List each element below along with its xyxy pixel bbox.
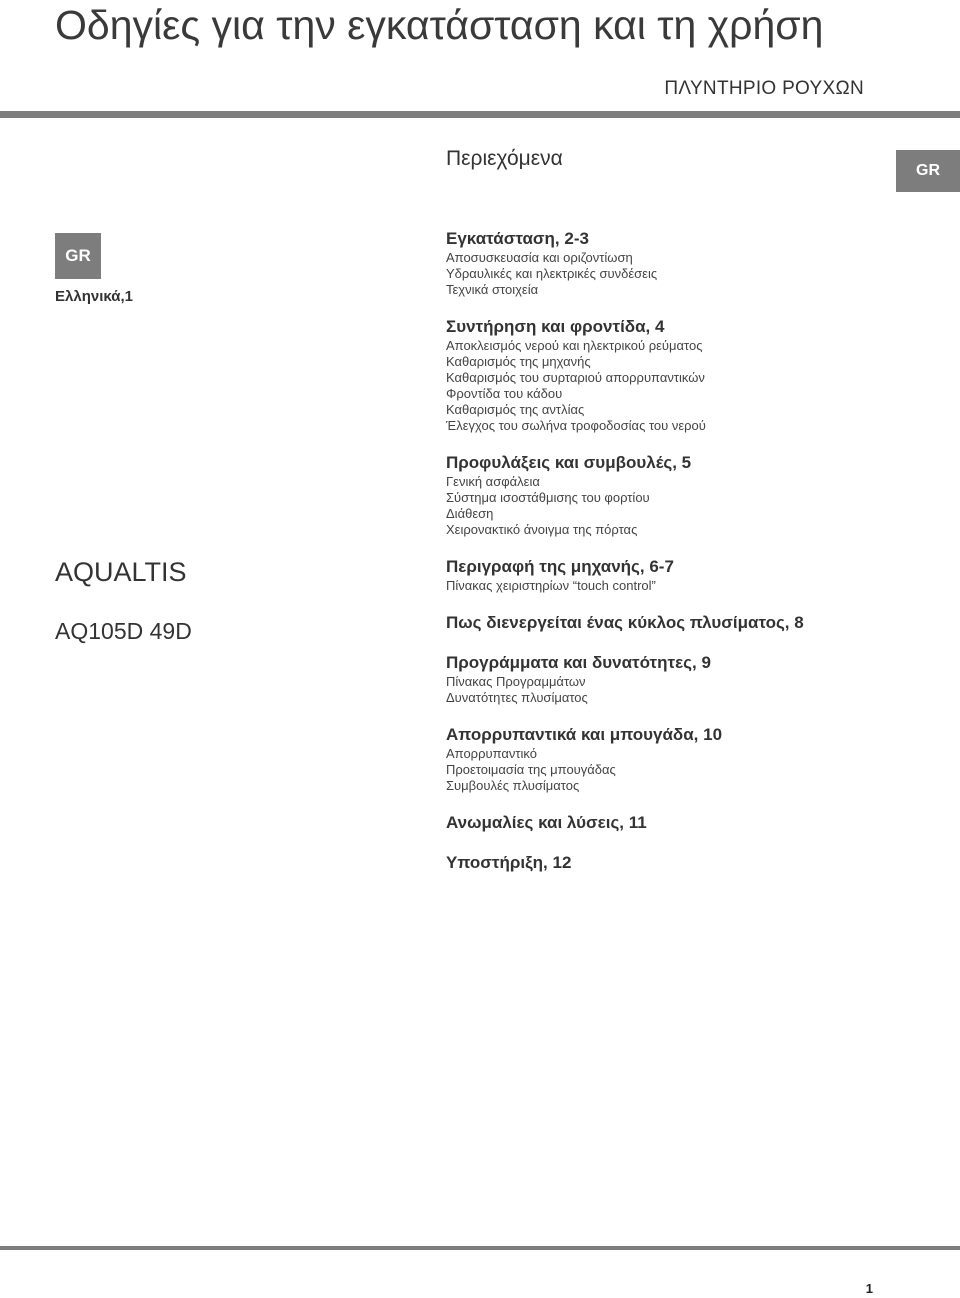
toc-section (446, 652, 926, 706)
toc-section-item: Πίνακας Προγραμμάτων (446, 674, 586, 689)
toc-section-title: Προγράμματα και δυνατότητες, 9 (446, 653, 711, 672)
document-title: Οδηγίες για την εγκατάσταση και τη χρήση (55, 2, 824, 48)
toc-section-title: Εγκατάσταση, 2-3 (446, 229, 589, 248)
toc-section-title: Υποστήριξη, 12 (446, 853, 572, 872)
toc-section-item: Δυνατότητες πλυσίματος (446, 690, 588, 705)
toc-section-item: Αποσυσκευασία και οριζοντίωση (446, 250, 633, 265)
toc-section-item: Καθαρισμός του συρταριού απορρυπαντικών (446, 370, 705, 385)
toc-section (446, 852, 926, 874)
language-label: Ελληνικά,1 (55, 288, 133, 305)
toc-section-item: Απορρυπαντικό (446, 746, 537, 761)
language-code-badge: GR (55, 233, 101, 279)
toc-section-item: Διάθεση (446, 506, 494, 521)
toc-section (446, 316, 926, 434)
page-number: 1 (865, 1281, 873, 1296)
toc-section-item: Συμβουλές πλυσίματος (446, 778, 580, 793)
toc-section (446, 556, 926, 594)
document-subtitle: ΠΛΥΝΤΗΡΙΟ ΡΟΥΧΩΝ (664, 78, 864, 99)
toc-section-item: Έλεγχος του σωλήνα τροφοδοσίας του νερού (446, 418, 706, 433)
toc-section-title: Πως διενεργείται ένας κύκλος πλυσίματος, 8 (446, 613, 804, 632)
bottom-divider (0, 1246, 960, 1250)
toc-section (446, 612, 926, 634)
toc-section-item: Σύστημα ισοστάθμισης του φορτίου (446, 490, 650, 505)
toc-section-item: Αποκλεισμός νερού και ηλεκτρικού ρεύματος (446, 338, 703, 353)
toc-section (446, 724, 926, 794)
toc-section-title: Ανωμαλίες και λύσεις, 11 (446, 813, 647, 832)
language-tab: GR (896, 150, 960, 192)
toc-section (446, 812, 926, 834)
toc-section-item: Υδραυλικές και ηλεκτρικές συνδέσεις (446, 266, 658, 281)
top-divider (0, 111, 960, 118)
toc-section-item: Πίνακας χειριστηρίων “touch control” (446, 578, 656, 593)
toc-section-title: Συντήρηση και φροντίδα, 4 (446, 317, 665, 336)
contents-heading: Περιεχόμενα (446, 147, 563, 170)
toc-section-item: Καθαρισμός της αντλίας (446, 402, 585, 417)
toc-section-item: Τεχνικά στοιχεία (446, 282, 539, 297)
toc-section-item: Προετοιμασία της μπουγάδας (446, 762, 616, 777)
toc-section-item: Φροντίδα του κάδου (446, 386, 563, 401)
toc-section-title: Απορρυπαντικά και μπουγάδα, 10 (446, 725, 723, 744)
table-of-contents (446, 228, 926, 892)
toc-section (446, 452, 926, 538)
toc-section-title: Προφυλάξεις και συμβουλές, 5 (446, 453, 692, 472)
toc-section-item: Καθαρισμός της μηχανής (446, 354, 591, 369)
toc-section-title: Περιγραφή της μηχανής, 6-7 (446, 557, 674, 576)
model-number: AQ105D 49D (55, 618, 192, 644)
toc-section (446, 228, 926, 298)
toc-section-item: Χειρονακτικό άνοιγμα της πόρτας (446, 522, 638, 537)
toc-section-item: Γενική ασφάλεια (446, 474, 540, 489)
brand-name: AQUALTIS (55, 557, 187, 587)
